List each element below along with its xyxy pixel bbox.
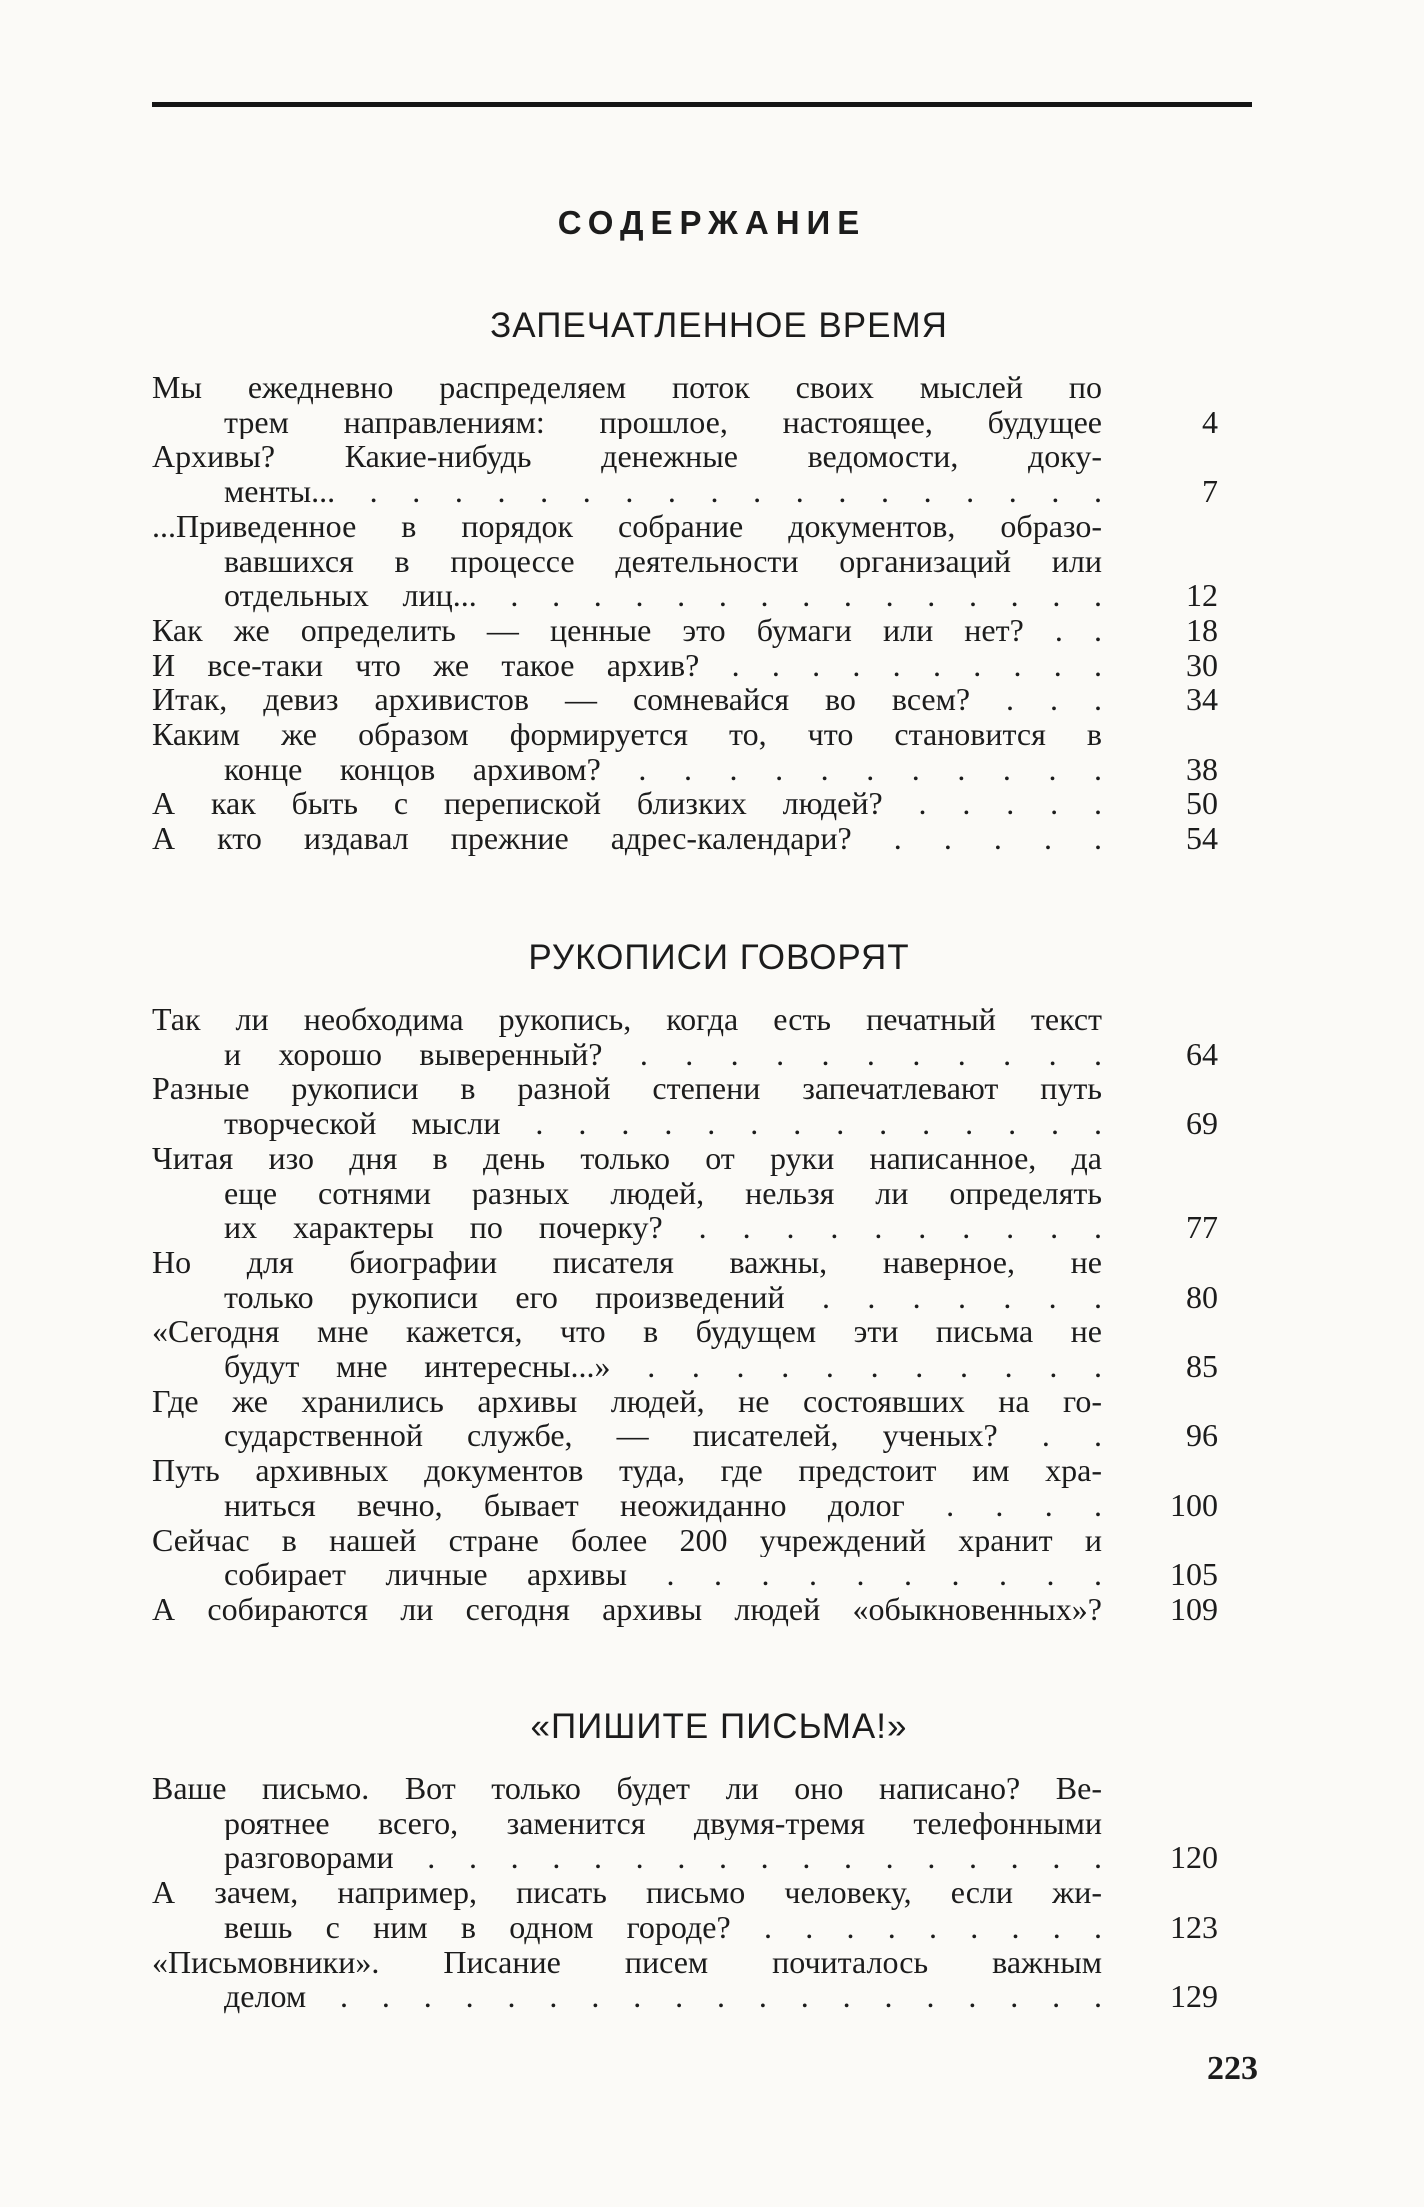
toc-entry-line: А собираются ли сегодня архивы людей «обыкновенных»?: [152, 1591, 1102, 1627]
toc-entry-text: [152, 1384, 1102, 1453]
toc-entry-page: 129: [1170, 1978, 1218, 2015]
toc-entry-line: их характеры по почерку? . . . . . . . . . .: [224, 1210, 1102, 1245]
section-entries: [152, 1002, 1222, 1627]
toc-entry-page: 80: [1186, 1278, 1218, 1315]
toc-entry-page: 69: [1186, 1105, 1218, 1142]
toc-entry-text: [152, 613, 1102, 648]
toc-entry-line: Сейчас в нашей стране более 200 учреждений хранит и: [152, 1522, 1102, 1558]
toc-entry-text: [152, 1245, 1102, 1314]
toc-entry: [152, 1592, 1222, 1627]
toc-entry-line: Но для биографии писателя важны, наверное, не: [152, 1244, 1102, 1280]
toc-entry-line: Итак, девиз архивистов — сомневайся во всем? . . .: [152, 682, 1102, 718]
toc-entry-line: еще сотнями разных людей, нельзя ли определять: [224, 1175, 1102, 1211]
top-rule: [152, 102, 1252, 107]
toc-entry-text: [152, 1523, 1102, 1592]
section-title: РУКОПИСИ ГОВОРЯТ: [528, 938, 910, 977]
section-title: «ПИШИТЕ ПИСЬМА!»: [530, 1707, 908, 1746]
toc-entry-line: А кто издавал прежние адрес-календари? . . . . .: [152, 821, 1102, 856]
toc-entry-page: 109: [1170, 1590, 1218, 1627]
toc-entry-text: [152, 1592, 1102, 1627]
toc-entry-page: 123: [1170, 1908, 1218, 1945]
toc-entry-text: [152, 1453, 1102, 1522]
toc-entry-line: трем направлениям: прошлое, настоящее, будущее: [224, 404, 1102, 440]
toc-entry-page: 85: [1186, 1348, 1218, 1385]
toc-entry-page: 12: [1186, 577, 1218, 614]
toc-entry-line: А как быть с перепиской близких людей? . . . . .: [152, 786, 1102, 822]
toc-entry-line: ...Приведенное в порядок собрание документов, образо-: [152, 508, 1102, 544]
toc-entry-page: 7: [1202, 473, 1218, 510]
toc-entry-line: сударственной службе, — писателей, ученых? . .: [224, 1418, 1102, 1454]
toc-entry-text: [152, 1771, 1102, 1875]
toc-entry-text: [152, 1875, 1102, 1944]
section-entries: [152, 1771, 1222, 2014]
toc-entry: [152, 1384, 1222, 1453]
toc-entry-text: [152, 370, 1102, 439]
toc-entry: [152, 1453, 1222, 1522]
toc-entry-line: будут мне интересны...» . . . . . . . . . . .: [224, 1349, 1102, 1384]
toc-entry-page: 30: [1186, 646, 1218, 683]
toc-entry-text: [152, 1002, 1102, 1071]
toc-entry-text: [152, 1141, 1102, 1245]
toc-entry-line: делом . . . . . . . . . . . . . . . . . . .: [224, 1979, 1102, 2014]
toc-entry-line: Архивы? Какие-нибудь денежные ведомости, доку-: [152, 439, 1102, 475]
toc-entry: [152, 1314, 1222, 1383]
toc-entry-page: 120: [1170, 1839, 1218, 1876]
page-number: 223: [1207, 2050, 1258, 2087]
toc-entry-line: Где же хранились архивы людей, не состоявших на го-: [152, 1383, 1102, 1419]
toc-entry: [152, 821, 1222, 856]
toc-entry-text: [152, 821, 1102, 856]
toc-entry-line: Как же определить — ценные это бумаги или нет? . .: [152, 612, 1102, 648]
toc-entry-text: [152, 1945, 1102, 2014]
section-pishite-pisma: [152, 1697, 1222, 2014]
toc-entry-line: только рукописи его произведений . . . . . . .: [224, 1279, 1102, 1315]
toc-entry-page: 77: [1186, 1209, 1218, 1246]
section-entries: [152, 370, 1222, 856]
toc-entry: [152, 1002, 1222, 1071]
toc-entry-line: А зачем, например, писать письмо человеку, если жи-: [152, 1875, 1102, 1910]
section-rukopisi-govoryat: [152, 928, 1222, 1627]
toc-entry: [152, 370, 1222, 439]
toc-entry-page: 34: [1186, 681, 1218, 718]
toc-entry-line: Ваше письмо. Вот только будет ли оно написано? Ве-: [152, 1771, 1102, 1806]
toc-entry-line: вавшихся в процессе деятельности организаций или: [224, 543, 1102, 579]
toc-entry-line: «Сегодня мне кажется, что в будущем эти письма не: [152, 1314, 1102, 1350]
toc-entry: [152, 717, 1222, 786]
toc-entry-text: [152, 648, 1102, 683]
toc-entry-page: 96: [1186, 1417, 1218, 1454]
toc-entry: [152, 682, 1222, 717]
toc-entry-line: И все-таки что же такое архив? . . . . . . . . . .: [152, 647, 1102, 683]
toc-entry-line: Каким же образом формируется то, что становится в: [152, 717, 1102, 752]
toc-entry-page: 18: [1186, 611, 1218, 648]
toc-entry-line: собирает личные архивы . . . . . . . . . .: [224, 1557, 1102, 1592]
toc-entry: [152, 1523, 1222, 1592]
toc-entry-line: конце концов архивом? . . . . . . . . . . .: [224, 751, 1102, 787]
toc-entry-text: [152, 509, 1102, 613]
toc-entry-line: «Письмовники». Писание писем почиталось важным: [152, 1944, 1102, 1980]
toc-entry: [152, 1945, 1222, 2014]
toc-entry-text: [152, 1314, 1102, 1383]
toc-entry-line: разговорами . . . . . . . . . . . . . . . . .: [224, 1840, 1102, 1876]
toc-entry-page: 38: [1186, 750, 1218, 787]
toc-entry-text: [152, 786, 1102, 821]
toc-entry-line: отдельных лиц... . . . . . . . . . . . . . . .: [224, 578, 1102, 613]
toc-entry: [152, 439, 1222, 508]
toc-entry: [152, 613, 1222, 648]
toc-entry-page: 64: [1186, 1035, 1218, 1072]
section-title: ЗАПЕЧАТЛЕННОЕ ВРЕМЯ: [490, 306, 948, 345]
toc-entry-line: Путь архивных документов туда, где предстоит им хра-: [152, 1453, 1102, 1488]
toc-entry: [152, 509, 1222, 613]
toc-entry-text: [152, 439, 1102, 508]
toc-entry-line: Мы ежедневно распределяем поток своих мыслей по: [152, 370, 1102, 405]
toc-entry-text: [152, 1071, 1102, 1140]
toc-entry-line: ниться вечно, бывает неожиданно долог . . . .: [224, 1487, 1102, 1523]
contents-title: СОДЕРЖАНИЕ: [557, 204, 867, 241]
toc-entry: [152, 1875, 1222, 1944]
toc-entry-line: менты... . . . . . . . . . . . . . . . . . .: [224, 474, 1102, 509]
toc-entry-text: [152, 717, 1102, 786]
toc-entry: [152, 786, 1222, 821]
toc-entry: [152, 1141, 1222, 1245]
toc-entry-text: [152, 682, 1102, 717]
toc-entry: [152, 1071, 1222, 1140]
toc-entry-line: Читая изо дня в день только от руки написанное, да: [152, 1140, 1102, 1176]
toc-entry-page: 105: [1170, 1556, 1218, 1593]
toc-entry-line: Разные рукописи в разной степени запечатлевают путь: [152, 1071, 1102, 1107]
toc-entry-page: 54: [1186, 820, 1218, 857]
toc-entry-line: творческой мысли . . . . . . . . . . . . . .: [224, 1106, 1102, 1141]
toc-entry-page: 4: [1202, 403, 1218, 440]
toc-entry-line: Так ли необходима рукопись, когда есть печатный текст: [152, 1002, 1102, 1037]
toc-entry-line: роятнее всего, заменится двумя-тремя телефонными: [224, 1805, 1102, 1841]
section-zapechatlennoe-vremya: [152, 296, 1222, 856]
toc-entry-line: вешь с ним в одном городе? . . . . . . . . .: [224, 1909, 1102, 1945]
toc-entry-line: и хорошо выверенный? . . . . . . . . . . .: [224, 1036, 1102, 1072]
toc-entry-page: 100: [1170, 1486, 1218, 1523]
toc-entry: [152, 648, 1222, 683]
toc-entry: [152, 1245, 1222, 1314]
toc-entry: [152, 1771, 1222, 1875]
toc-entry-page: 50: [1186, 785, 1218, 822]
